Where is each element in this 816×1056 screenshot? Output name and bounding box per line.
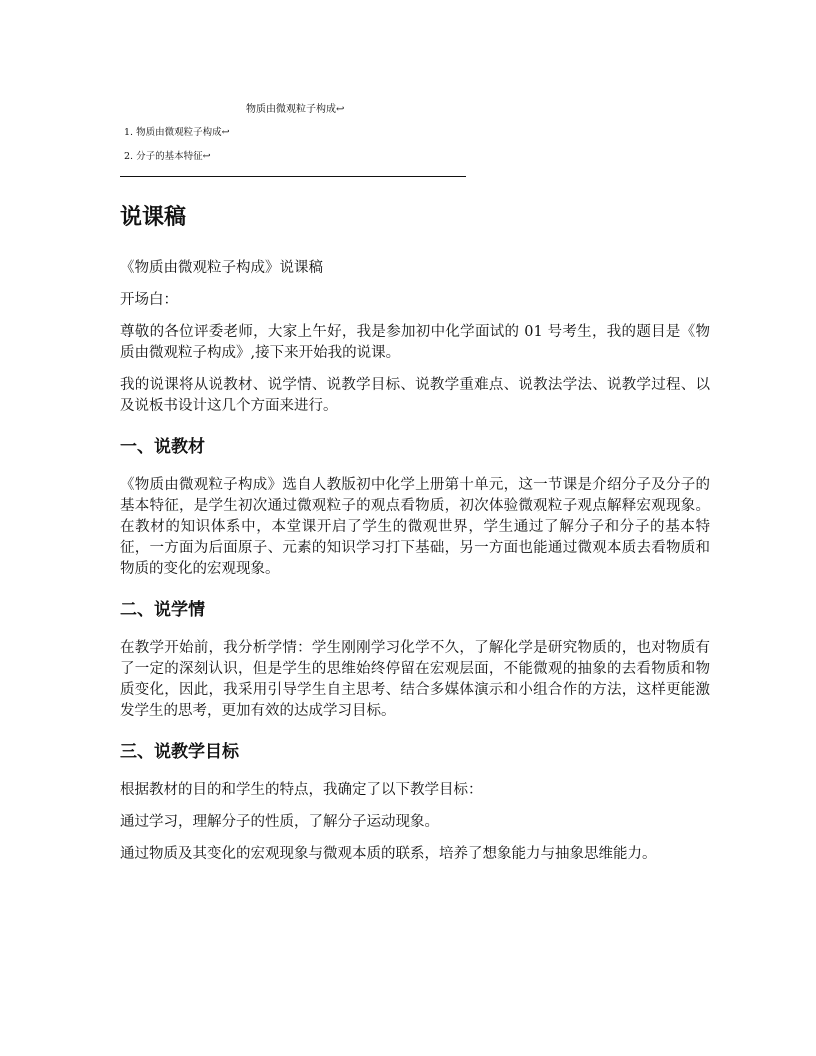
section-paragraph: 在教学开始前，我分析学情：学生刚刚学习化学不久，了解化学是研究物质的，也对物质有了一定的深刻认识，但是学生的思维始终停留在宏观层面，不能微观的抽象的去看物质和物质变化，因此，我采用引导学生自主思考、结合多媒体演示和小组合作的方法，这样更能激发学生的思考，更加有效的达成学习目标。	[120, 640, 710, 719]
section-paragraph: 《物质由微观粒子构成》选自人教版初中化学上册第十单元，这一节课是介绍分子及分子的基本特征，是学生初次通过微观粒子的观点看物质，初次体验微观粒子观点解释宏观现象。在教材的知识体系中，本堂课开启了学生的微观世界，学生通过了解分子和分子的基本特征，一方面为后面原子、元素的知识学习打下基础，另一方面也能通过微观本质去看物质和物质的变化的宏观现象。	[120, 477, 710, 577]
header-divider	[120, 176, 466, 177]
header-list-item: 1. 物质由微观粒子构成↩	[124, 127, 230, 138]
section-paragraph: 通过物质及其变化的宏观现象与微观本质的联系，培养了想象能力与抽象思维能力。	[120, 846, 657, 862]
header-list-item: 2. 分子的基本特征↩	[124, 151, 211, 162]
document-title: 说课稿	[120, 205, 187, 230]
section-heading-objectives: 三、说教学目标	[120, 742, 239, 762]
header-title: 物质由微观粒子构成↩	[246, 104, 345, 115]
document-body	[120, 200, 710, 876]
section-paragraph: 通过学习，理解分子的性质，了解分子运动现象。	[120, 814, 439, 830]
opening-paragraph: 尊敬的各位评委老师，大家上午好，我是参加初中化学面试的 01 号考生，我的题目是《物质由微观粒子构成》,接下来开始我的说课。	[120, 324, 710, 361]
section-heading-students: 二、说学情	[120, 600, 205, 620]
section-paragraph: 根据教材的目的和学生的特点，我确定了以下教学目标：	[120, 782, 483, 798]
overview-paragraph: 我的说课将从说教材、说学情、说教学目标、说教学重难点、说教法学法、说教学过程、以及说板书设计这几个方面来进行。	[120, 377, 710, 414]
section-heading-textbook: 一、说教材	[120, 437, 205, 457]
opening-label: 开场白：	[120, 292, 178, 308]
lesson-plan-title: 《物质由微观粒子构成》说课稿	[120, 260, 323, 276]
